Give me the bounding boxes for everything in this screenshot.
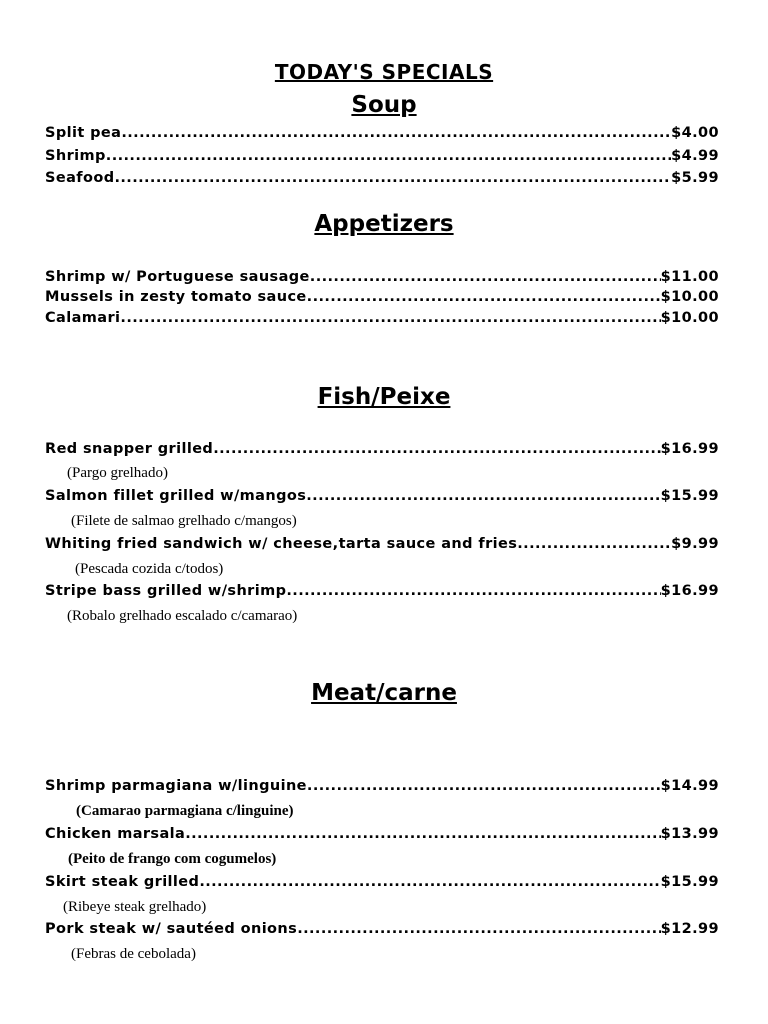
item-price: $16.99 xyxy=(660,441,719,457)
item-price: $13.99 xyxy=(660,826,719,842)
menu-item xyxy=(45,826,719,846)
item-name: Whiting fried sandwich w/ cheese,tarta sauce and fries xyxy=(45,536,518,552)
item-translation: (Camarao parmagiana c/linguine) xyxy=(76,803,294,819)
item-translation: (Filete de salmao grelhado c/mangos) xyxy=(71,513,297,529)
menu-item xyxy=(45,269,719,289)
item-price: $10.00 xyxy=(660,289,719,305)
item-name: Seafood xyxy=(45,170,115,186)
item-name: Shrimp parmagiana w/linguine xyxy=(45,778,307,794)
menu-item xyxy=(45,921,719,941)
menu-item xyxy=(45,488,719,508)
menu-item xyxy=(45,441,719,461)
dot-leader xyxy=(121,125,671,141)
item-price: $5.99 xyxy=(671,170,719,186)
dot-leader xyxy=(106,148,671,164)
dot-leader xyxy=(286,583,660,599)
dot-leader xyxy=(213,441,660,457)
item-price: $11.00 xyxy=(660,269,719,285)
item-name: Calamari xyxy=(45,310,121,326)
item-price: $14.99 xyxy=(660,778,719,794)
item-price: $16.99 xyxy=(660,583,719,599)
item-price: $4.00 xyxy=(671,125,719,141)
menu-item xyxy=(45,536,719,556)
item-price: $15.99 xyxy=(660,874,719,890)
item-translation: (Ribeye steak grelhado) xyxy=(63,899,207,915)
item-name: Mussels in zesty tomato sauce xyxy=(45,289,307,305)
menu-item xyxy=(45,778,719,798)
appetizers-heading: Appetizers xyxy=(314,211,454,237)
item-translation: (Robalo grelhado escalado c/camarao) xyxy=(67,608,298,624)
item-price: $12.99 xyxy=(660,921,719,937)
item-name: Pork steak w/ sautéed onions xyxy=(45,921,298,937)
dot-leader xyxy=(120,310,660,326)
meat-heading: Meat/carne xyxy=(311,680,457,706)
dot-leader xyxy=(185,826,660,842)
item-translation: (Pescada cozida c/todos) xyxy=(75,561,224,577)
item-translation: (Pargo grelhado) xyxy=(67,465,168,481)
item-price: $10.00 xyxy=(660,310,719,326)
item-name: Shrimp w/ Portuguese sausage xyxy=(45,269,310,285)
dot-leader xyxy=(307,778,661,794)
item-translation: (Peito de frango com cogumelos) xyxy=(68,851,277,867)
menu-item xyxy=(45,289,719,309)
soup-heading: Soup xyxy=(351,92,417,118)
dot-leader xyxy=(310,269,661,285)
item-price: $15.99 xyxy=(660,488,719,504)
dot-leader xyxy=(306,488,660,504)
item-name: Chicken marsala xyxy=(45,826,186,842)
menu-item xyxy=(45,310,719,330)
menu-item xyxy=(45,148,719,168)
page-title: TODAY'S SPECIALS xyxy=(274,60,494,84)
item-name: Split pea xyxy=(45,125,122,141)
item-translation: (Febras de cebolada) xyxy=(71,946,196,962)
dot-leader xyxy=(517,536,671,552)
item-name: Stripe bass grilled w/shrimp xyxy=(45,583,287,599)
item-name: Skirt steak grilled xyxy=(45,874,200,890)
menu-item xyxy=(45,170,719,190)
dot-leader xyxy=(307,289,661,305)
item-price: $4.99 xyxy=(671,148,719,164)
dot-leader xyxy=(199,874,660,890)
item-name: Red snapper grilled xyxy=(45,441,214,457)
fish-heading: Fish/Peixe xyxy=(317,384,451,410)
item-name: Salmon fillet grilled w/mangos xyxy=(45,488,307,504)
dot-leader xyxy=(114,170,671,186)
item-price: $9.99 xyxy=(671,536,719,552)
dot-leader xyxy=(297,921,660,937)
menu-item xyxy=(45,125,719,145)
menu-item xyxy=(45,874,719,894)
menu-item xyxy=(45,583,719,603)
item-name: Shrimp xyxy=(45,148,106,164)
